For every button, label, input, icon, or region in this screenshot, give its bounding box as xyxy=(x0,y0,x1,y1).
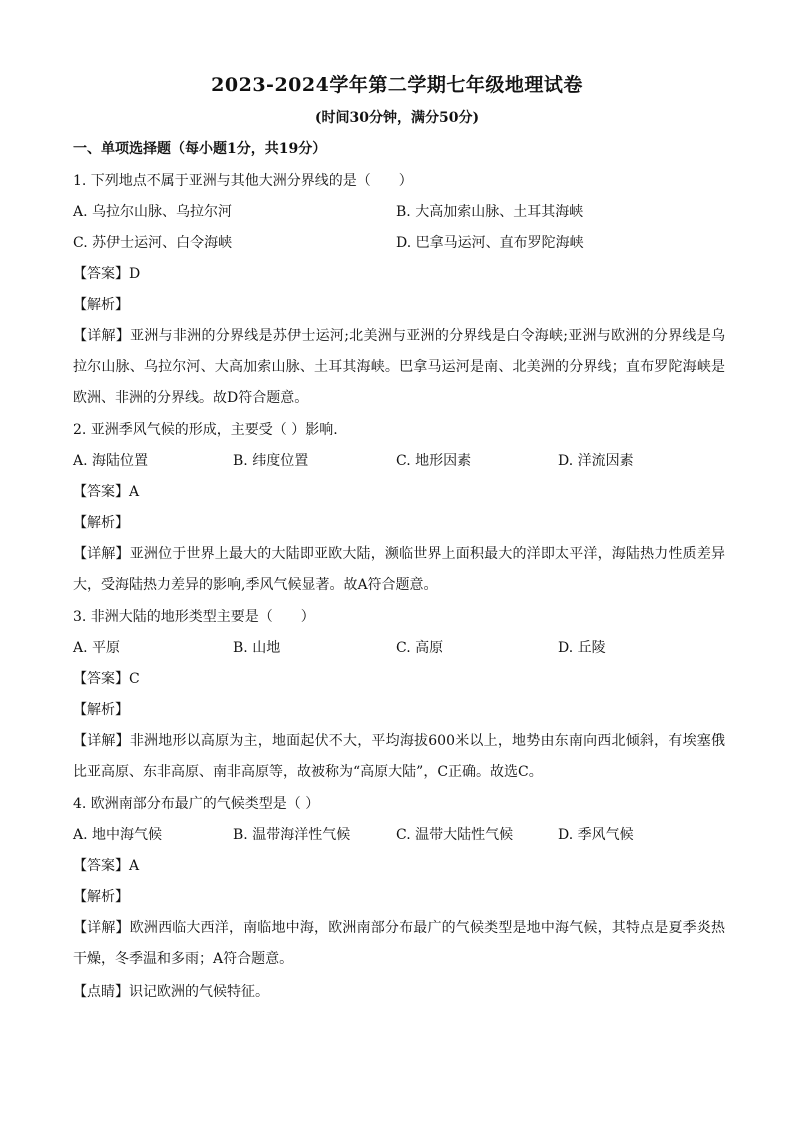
question-1-option-c: C. 苏伊士运河、白令海峡 xyxy=(73,235,233,251)
question-4-point: 【点睛】识记欧洲的气候特征。 xyxy=(73,984,269,1000)
question-2-answer: 【答案】A xyxy=(73,484,140,500)
question-1-analysis-label: 【解析】 xyxy=(73,297,129,313)
page-subtitle: (时间30分钟，满分50分) xyxy=(314,110,480,126)
question-4-analysis-label: 【解析】 xyxy=(73,889,129,905)
question-2-stem: 2. 亚洲季风气候的形成，主要受（ ）影响. xyxy=(73,422,338,438)
page-title: 2023-2024学年第二学期七年级地理试卷 xyxy=(211,74,583,96)
question-4-option-a: A. 地中海气候 xyxy=(73,827,163,843)
question-4-option-d: D. 季风气候 xyxy=(558,827,634,843)
question-1-option-a: A. 乌拉尔山脉、乌拉尔河 xyxy=(73,204,233,220)
question-3-detail: 【详解】非洲地形以高原为主，地面起伏不大，平均海拔600米以上，地势由东南向西北倾斜，有埃塞俄比亚高原、东非高原、南非高原等，故被称为“高原大陆”，C正确。故选C。 xyxy=(73,733,725,780)
question-2-option-c: C. 地形因素 xyxy=(396,453,472,469)
question-1-stem: 1. 下列地点不属于亚洲与其他大洲分界线的是（ ） xyxy=(73,173,413,189)
question-4-detail: 【详解】欧洲西临大西洋，南临地中海，欧洲南部分布最广的气候类型是地中海气候，其特点是夏季炎热干燥，冬季温和多雨；A符合题意。 xyxy=(73,920,725,967)
question-3-option-a: A. 平原 xyxy=(73,640,121,656)
question-3-answer: 【答案】C xyxy=(73,671,140,687)
question-3-analysis-label: 【解析】 xyxy=(73,702,129,718)
question-2-option-b: B. 纬度位置 xyxy=(233,453,309,469)
question-4-answer: 【答案】A xyxy=(73,858,140,874)
question-1-option-b: B. 大高加索山脉、土耳其海峡 xyxy=(396,204,584,220)
question-2-analysis-label: 【解析】 xyxy=(73,515,129,531)
section-heading: 一、单项选择题（每小题1分，共19分） xyxy=(73,141,327,157)
question-4-option-c: C. 温带大陆性气候 xyxy=(396,827,514,843)
question-4-stem: 4. 欧洲南部分布最广的气候类型是（ ） xyxy=(73,796,320,812)
question-1-option-d: D. 巴拿马运河、直布罗陀海峡 xyxy=(396,235,584,251)
question-3-option-c: C. 高原 xyxy=(396,640,444,656)
question-1-answer: 【答案】D xyxy=(73,266,141,282)
question-3-option-b: B. 山地 xyxy=(233,640,281,656)
question-1-detail: 【详解】亚洲与非洲的分界线是苏伊士运河;北美洲与亚洲的分界线是白令海峡;亚洲与欧洲的分界线是乌拉尔山脉、乌拉尔河、大高加索山脉、土耳其海峡。巴拿马运河是南、北美洲的分界线；直布罗陀海峡是欧洲、非洲的分界线。故D符合题意。 xyxy=(73,328,725,406)
question-4-option-b: B. 温带海洋性气候 xyxy=(233,827,351,843)
question-3-option-d: D. 丘陵 xyxy=(558,640,606,656)
question-2-detail: 【详解】亚洲位于世界上最大的大陆即亚欧大陆，濒临世界上面积最大的洋即太平洋，海陆热力性质差异大，受海陆热力差异的影响,季风气候显著。故A符合题意。 xyxy=(73,546,725,593)
question-2-option-d: D. 洋流因素 xyxy=(558,453,634,469)
question-3-stem: 3. 非洲大陆的地形类型主要是（ ） xyxy=(73,609,315,625)
question-2-option-a: A. 海陆位置 xyxy=(73,453,149,469)
